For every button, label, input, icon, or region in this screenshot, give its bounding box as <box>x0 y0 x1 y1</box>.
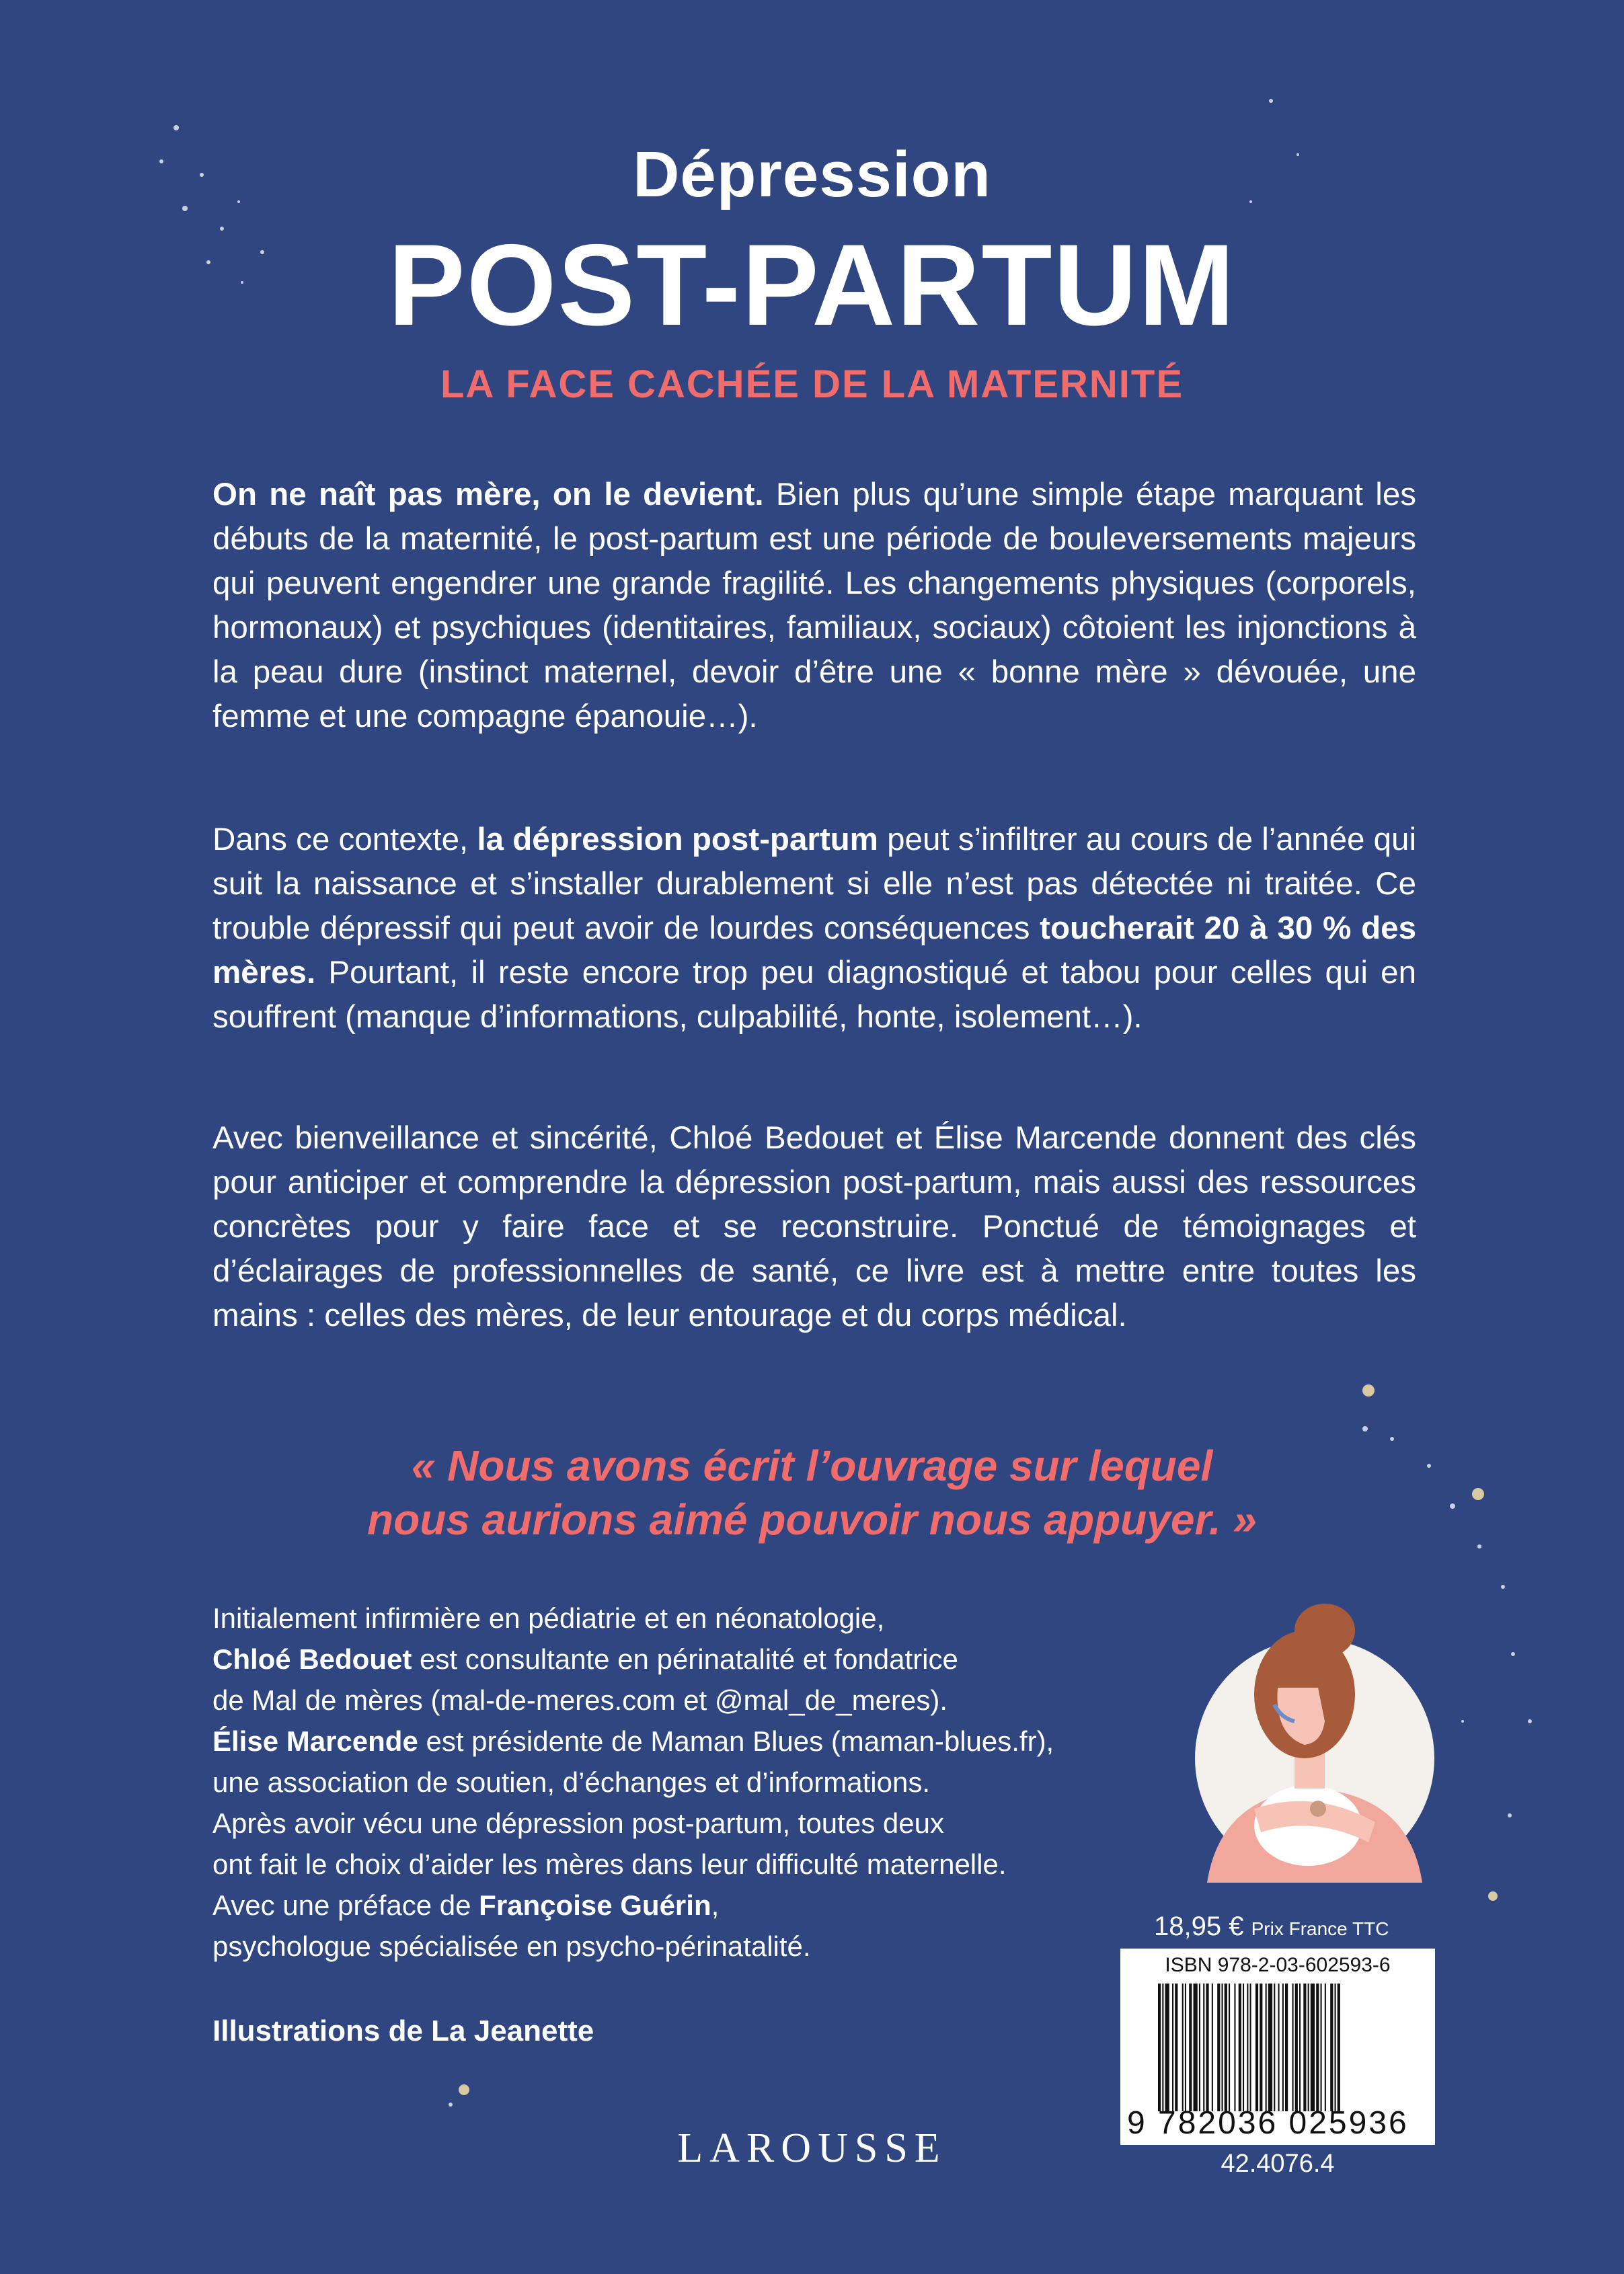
paragraph-2-text-c: Pourtant, il reste encore trop peu diagnostiqué et tabou pour celles qui en souffrent (manque d’informations, culpabilité, honte, isolement…). <box>212 955 1416 1035</box>
authors-line-4 <box>212 1721 1208 1762</box>
barcode-bar <box>1308 1984 1309 2111</box>
barcode-bar <box>1303 1984 1306 2111</box>
paragraph-2 <box>212 818 1416 1040</box>
barcode-bar <box>1239 1984 1241 2111</box>
barcode-bar <box>1189 1984 1192 2111</box>
barcode-bar <box>1278 1984 1280 2111</box>
authors-line-4-rest: est présidente de Maman Blues (maman-blues.fr), <box>418 1725 1054 1757</box>
barcode-bar <box>1185 1984 1186 2111</box>
paragraph-3: Avec bienveillance et sincérité, Chloé Bedouet et Élise Marcende donnent des clés pour anticiper et comprendre la dépression post-partum, mais aussi des ressources concrètes pour y faire face et se reconstruire. Ponctué de témoignages et d’éclairages de professionnelles de santé, ce livre est à mettre entre toutes les mains : celles des mères, de leur entourage et du corps médical. <box>212 1120 1416 1333</box>
barcode <box>1158 1984 1422 2111</box>
barcode-panel <box>1120 1949 1435 2145</box>
preface-text-a: Avec une préface de <box>212 1889 479 1921</box>
quote-line-1: « Nous avons écrit l’ouvrage sur lequel <box>411 1442 1213 1490</box>
author-name-1: Chloé Bedouet <box>212 1643 412 1675</box>
authors-line-6: Après avoir vécu une dépression post-partum, toutes deux <box>212 1807 944 1839</box>
barcode-bar <box>1199 1984 1200 2111</box>
barcode-bar <box>1268 1984 1272 2111</box>
preface-text-b: , <box>711 1889 720 1921</box>
authors-line-2-rest: est consultante en périnatalité et fondatrice <box>412 1643 958 1675</box>
barcode-bar <box>1206 1984 1208 2111</box>
authors-line-3: de Mal de mères (mal-de-meres.com et @mal_de_meres). <box>212 1684 948 1716</box>
preface-line-1 <box>212 1885 1154 1926</box>
quote-line-2: nous aurions aimé pouvoir nous appuyer. » <box>367 1495 1257 1544</box>
barcode-bar <box>1225 1984 1227 2111</box>
barcode-bar <box>1222 1984 1223 2111</box>
barcode-bar <box>1165 1984 1169 2111</box>
illustrations-credit: Illustrations de La Jeanette <box>212 2014 594 2047</box>
paragraph-1-text: Bien plus qu’une simple étape marquant les débuts de la maternité, le post-partum est une période de bouleversements majeurs qui peuvent engendrer une grande fragilité. Les changements physiques (corporels, hormonaux) et psychiques (identitaires, familiaux, sociaux) côtoient les injonctions à la peau dure (instinct maternel, devoir d’être une « bonne mère » dévouée, une femme et une compagne épanouie…). <box>212 477 1416 734</box>
authors-line-7: ont fait le choix d’aider les mères dans leur difficulté maternelle. <box>212 1848 1007 1880</box>
authors-line-5: une association de soutien, d’échanges et d’informations. <box>212 1766 931 1798</box>
pull-quote <box>0 1439 1624 1546</box>
subtitle: LA FACE CACHÉE DE LA MATERNITÉ <box>440 362 1184 406</box>
barcode-bar <box>1325 1984 1326 2111</box>
barcode-bar <box>1260 1984 1262 2111</box>
barcode-bar <box>1299 1984 1301 2111</box>
price-label: Prix France TTC <box>1251 1918 1389 1939</box>
preface-author: Françoise Guérin <box>479 1889 711 1921</box>
barcode-bar <box>1158 1984 1161 2111</box>
paragraph-1 <box>212 473 1416 739</box>
paragraph-2-bold-b: toucherait 20 à 30 % des mères. <box>212 910 1416 990</box>
barcode-bar <box>1194 1984 1198 2111</box>
barcode-bar <box>1203 1984 1204 2111</box>
barcode-bar <box>1316 1984 1319 2111</box>
isbn-label: ISBN 978-2-03-602593-6 <box>1165 1954 1391 1976</box>
barcode-bar <box>1172 1984 1173 2111</box>
barcode-bar <box>1285 1984 1288 2111</box>
barcode-bar <box>1243 1984 1244 2111</box>
barcode-bar <box>1255 1984 1258 2111</box>
authors-bio <box>212 1598 1208 1885</box>
preface-line-2: psychologue spécialisée en psycho-périnatalité. <box>212 1930 811 1962</box>
barcode-bar <box>1295 1984 1298 2111</box>
barcode-bar <box>1247 1984 1248 2111</box>
barcode-bar <box>1229 1984 1230 2111</box>
barcode-bar <box>1250 1984 1251 2111</box>
barcode-bar <box>1266 1984 1267 2111</box>
barcode-bar <box>1162 1984 1163 2111</box>
barcode-bar <box>1330 1984 1333 2111</box>
reference-code: 42.4076.4 <box>1221 2150 1335 2178</box>
author-name-2: Élise Marcende <box>212 1725 418 1757</box>
barcode-bar <box>1282 1984 1284 2111</box>
authors-line-2 <box>212 1639 1208 1680</box>
barcode-bar <box>1234 1984 1235 2111</box>
price-amount: 18,95 € <box>1154 1912 1244 1941</box>
title-line-1: Dépression <box>633 139 991 210</box>
authors-line-1: Initialement infirmière en pédiatrie et en néonatologie, <box>212 1602 885 1634</box>
publisher-logo: LAROUSSE <box>677 2125 947 2171</box>
barcode-digits: 9 782036 025936 <box>1127 2105 1409 2141</box>
paragraph-2-text-b: peut s’infiltrer au cours de l’année qui suit la naissance et s’installer durablement si elle n’est pas détectée ni traitée. Ce trouble dépressif qui peut avoir de lourdes conséquences <box>212 822 1416 946</box>
barcode-bar <box>1338 1984 1340 2111</box>
paragraph-2-text-a: Dans ce contexte, <box>212 822 477 857</box>
barcode-bar <box>1335 1984 1336 2111</box>
barcode-bar <box>1292 1984 1294 2111</box>
barcode-bar <box>1182 1984 1184 2111</box>
barcode-bar <box>1217 1984 1220 2111</box>
barcode-bar <box>1321 1984 1322 2111</box>
paragraph-1-intro: On ne naît pas mère, on le devient. <box>212 477 764 512</box>
title-line-2: POST-PARTUM <box>387 221 1237 350</box>
barcode-bar <box>1311 1984 1315 2111</box>
barcode-bar <box>1212 1984 1213 2111</box>
mother-illustration <box>1180 1567 1449 1883</box>
preface-credit <box>212 1885 1154 1967</box>
barcode-bar <box>1274 1984 1275 2111</box>
price <box>1154 1912 1389 1942</box>
barcode-bar <box>1175 1984 1177 2111</box>
paragraph-2-bold-a: la dépression post-partum <box>477 822 878 857</box>
